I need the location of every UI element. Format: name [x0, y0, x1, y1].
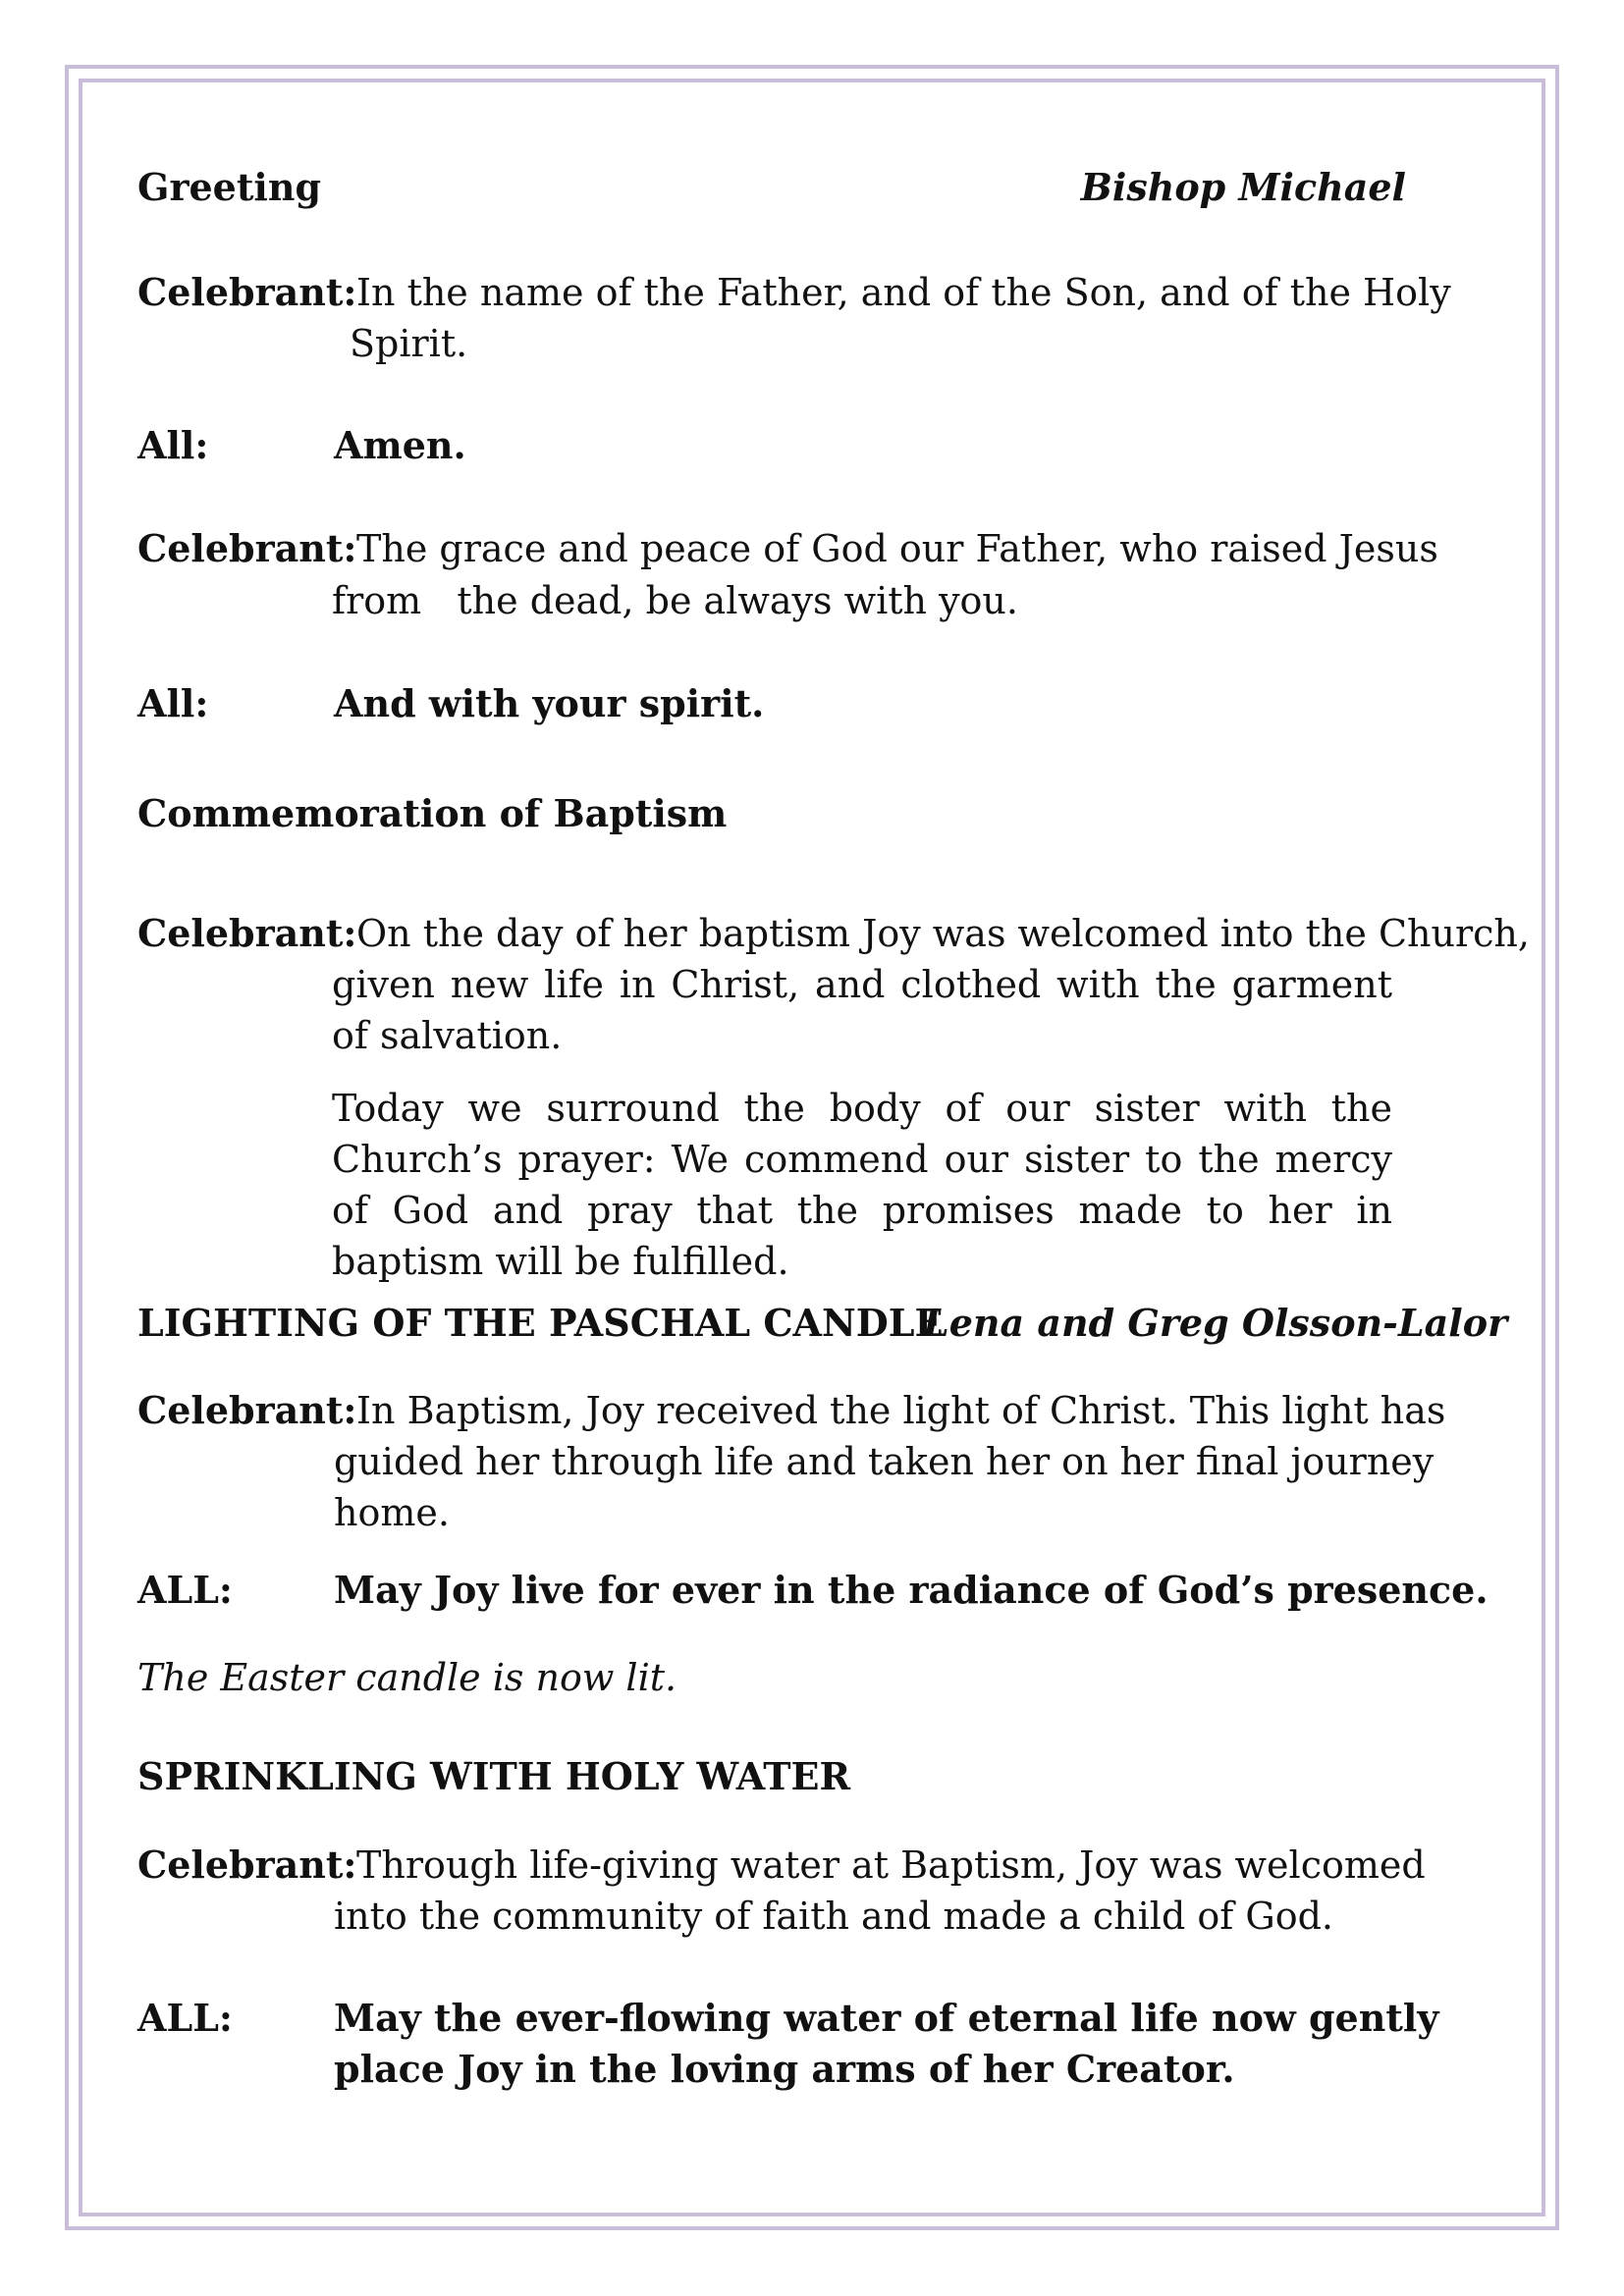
speaker-label: Celebrant:: [137, 1842, 357, 1887]
section-heading-sprinkling: SPRINKLING WITH HOLY WATER: [137, 1754, 851, 1798]
greeting-officiant: Bishop Michael: [1080, 165, 1406, 209]
speaker-label: ALL:: [137, 1568, 233, 1612]
dialogue-line: In Baptism, Joy received the light of Christ. This light has: [356, 1389, 1446, 1432]
commemoration-paragraph: given new life in Christ, and clothed with the garment of salvation.: [332, 963, 1392, 1057]
speaker-label: All:: [137, 423, 209, 467]
response-line: Amen.: [334, 423, 466, 467]
dialogue-line: In the name of the Father, and of the Son, and of the Holy: [356, 271, 1451, 314]
response-line: May Joy live for ever in the radiance of God’s presence.: [334, 1568, 1489, 1612]
dialogue-line: home.: [334, 1491, 450, 1534]
speaker-label: Celebrant:: [137, 526, 357, 570]
dialogue-line: from the dead, be always with you.: [332, 579, 1018, 622]
response-line: And with your spirit.: [334, 681, 765, 725]
commemoration-line: On the day of her baptism Joy was welcomed into the Church,: [356, 912, 1530, 955]
dialogue-line: into the community of faith and made a child of God.: [334, 1895, 1334, 1938]
speaker-label: Celebrant:: [137, 911, 357, 955]
dialogue-line: Through life-giving water at Baptism, Joy was welcomed: [356, 1843, 1426, 1887]
response-line: place Joy in the loving arms of her Creator.: [334, 2047, 1235, 2091]
section-heading-greeting: Greeting: [137, 165, 322, 209]
rubric-text: The Easter candle is now lit.: [137, 1656, 677, 1699]
speaker-label: ALL:: [137, 1996, 233, 2040]
speaker-label: All:: [137, 681, 209, 725]
section-heading-commemoration: Commemoration of Baptism: [137, 791, 728, 835]
dialogue-line: guided her through life and taken her on her final journey: [334, 1440, 1435, 1483]
paschal-officiant: Lena and Greg Olsson-Lalor: [923, 1301, 1508, 1345]
speaker-label: Celebrant:: [137, 1388, 357, 1432]
commemoration-paragraph: Today we surround the body of our sister with the Church’s prayer: We commend our sister to the mercy of God and pray that the promises made to her in baptism will be fulfilled.: [332, 1087, 1392, 1283]
dialogue-line: Spirit.: [350, 322, 468, 365]
section-heading-paschal: LIGHTING OF THE PASCHAL CANDLE: [137, 1301, 944, 1345]
response-line: May the ever-flowing water of eternal life now gently: [334, 1996, 1439, 2040]
speaker-label: Celebrant:: [137, 270, 357, 314]
dialogue-line: The grace and peace of God our Father, who raised Jesus: [356, 527, 1438, 570]
